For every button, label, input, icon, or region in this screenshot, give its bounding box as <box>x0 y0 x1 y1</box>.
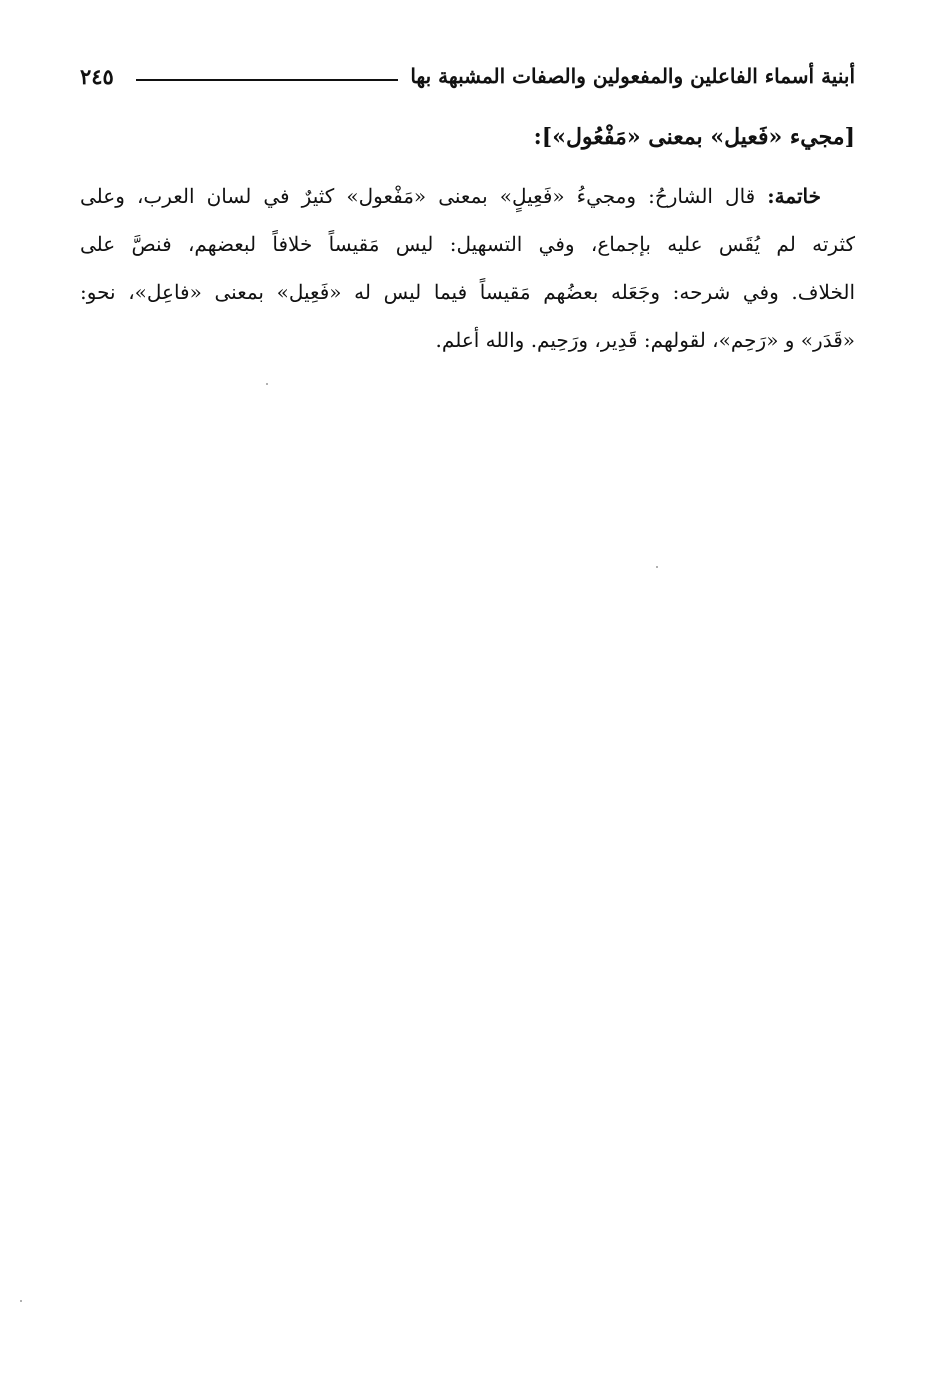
paragraph-line <box>80 268 855 316</box>
scan-speck <box>266 383 268 385</box>
paragraph-line <box>80 172 855 220</box>
paragraph-line <box>80 220 855 268</box>
running-header <box>80 58 855 94</box>
page-number: ٢٤٥ <box>80 63 114 89</box>
running-title: أبنية أسماء الفاعلين والمفعولين والصفات المشبهة بها <box>410 64 855 88</box>
line-text: «قَدَر» و «رَحِم»، لقولهم: قَدِير، ورَحِيم. والله أعلم. <box>435 328 855 352</box>
lead-word: خاتمة: <box>767 184 821 208</box>
header-rule <box>136 79 398 81</box>
paragraph-line <box>80 316 855 364</box>
body-paragraph <box>80 172 855 364</box>
scan-speck <box>656 566 658 568</box>
line-text: قال الشارحُ: ومجيءُ «فَعِيلٍ» بمعنى «مَفْعول» كثيرٌ في لسان العرب، وعلى <box>80 184 756 208</box>
line-text: كثرته لم يُقَس عليه بإجماع، وفي التسهيل: ليس مَقيساً خلافاً لبعضهم، فنصَّ على <box>80 232 855 256</box>
section-heading: [مجيء «فَعيل» بمعنى «مَفْعُول»]: <box>533 124 855 150</box>
line-text: الخلاف. وفي شرحه: وجَعَله بعضُهم مَقيساً فيما ليس له «فَعِيل» بمعنى «فاعِل»، نحو: <box>80 280 855 304</box>
scan-speck <box>20 1300 22 1302</box>
